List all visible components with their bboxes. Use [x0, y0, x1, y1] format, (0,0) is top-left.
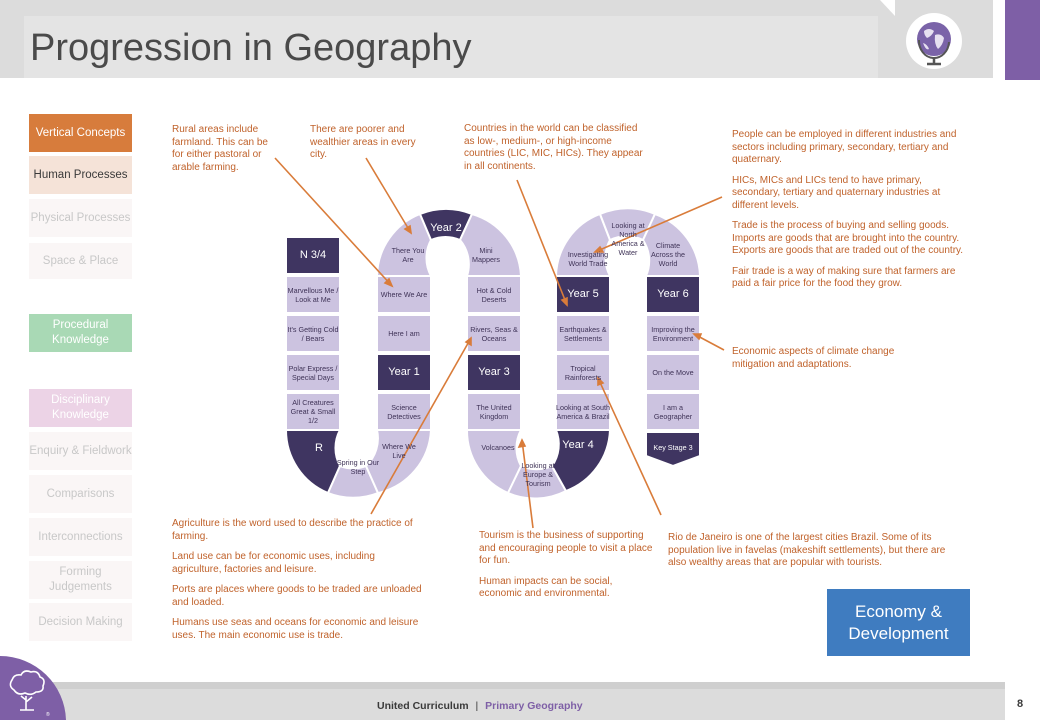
- tile-on-the-move[interactable]: On the Move: [652, 368, 694, 377]
- tile-europe-tourism[interactable]: Looking at Europe & Tourism: [521, 461, 555, 488]
- note-tourism: Tourism is the business of supporting and encouraging people to visit a place for fun.: [479, 530, 653, 566]
- sidebar-item-space-place[interactable]: Space & Place: [29, 243, 132, 279]
- tile-south-america[interactable]: Looking at South America & Brazil: [556, 402, 610, 421]
- svg-text:®: ®: [46, 712, 50, 718]
- tile-earthquakes[interactable]: Earthquakes & Settlements: [559, 324, 607, 343]
- tile-all-creatures[interactable]: All Creatures Great & Small 1/2: [290, 398, 336, 425]
- tile-spring-in-our-step[interactable]: Spring in Our Step: [336, 458, 380, 476]
- tile-science-detectives[interactable]: Science Detectives: [387, 402, 421, 421]
- note-hics-mics-lics: HICs, MICs and LICs tend to have primary, secondary, tertiary and quaternary industries at different levels.: [732, 174, 941, 211]
- tile-where-we-live[interactable]: Where We Live: [382, 442, 416, 460]
- notes-right-column: [732, 129, 972, 291]
- tile-climate-across-world[interactable]: Climate Across the World: [651, 241, 685, 268]
- tile-year-5[interactable]: Year 5: [567, 288, 599, 300]
- tree-logo-icon: [0, 656, 68, 720]
- sidebar-item-interconnections[interactable]: Interconnections: [29, 518, 132, 556]
- sidebar-item-procedural-knowledge[interactable]: Procedural Knowledge: [29, 314, 132, 352]
- tile-polar-express[interactable]: Polar Express / Special Days: [288, 363, 338, 382]
- notes-tourism: [479, 530, 655, 601]
- tile-improving-environment[interactable]: Improving the Environment: [651, 324, 695, 343]
- note-climate-change: Economic aspects of climate change mitigation and adaptations.: [732, 346, 895, 370]
- note-ports: Ports are places where goods to be traded are unloaded and loaded.: [172, 584, 422, 608]
- sidebar-item-vertical-concepts[interactable]: Vertical Concepts: [29, 114, 132, 152]
- note-employment-sectors: People can be employed in different industries and sectors including primary, secondary, tertiary and quaternary.: [732, 129, 957, 165]
- note-seas-oceans: Humans use seas and oceans for economic and leisure uses. The main economic use is trade.: [172, 617, 419, 641]
- sidebar-item-human-processes[interactable]: Human Processes: [29, 156, 132, 194]
- sidebar-item-disciplinary-knowledge[interactable]: Disciplinary Knowledge: [29, 389, 132, 427]
- footer-subject: Primary Geography: [485, 700, 583, 712]
- tile-united-kingdom[interactable]: The United Kingdom: [476, 402, 512, 421]
- notes-agriculture: [172, 518, 427, 642]
- tile-volcanoes[interactable]: Volcanoes: [481, 443, 515, 452]
- sidebar-item-decision-making[interactable]: Decision Making: [29, 603, 132, 641]
- tile-year-3[interactable]: Year 3: [478, 366, 510, 378]
- note-countries-income: Countries in the world can be classified as low-, medium-, or high-income countries (LIC, MIC, HICs). They appear in all continents.: [464, 123, 643, 172]
- tile-world-trade[interactable]: Investigating World Trade: [567, 250, 609, 268]
- note-poorer-areas: There are poorer and wealthier areas in every city.: [310, 124, 416, 160]
- tile-i-am-geographer[interactable]: I am a Geographer: [653, 402, 693, 421]
- note-rio-de-janeiro: Rio de Janeiro is one of the largest cities Brazil. Some of its population live in favelas (makeshift settlements), but there are also wealthy areas that are popular with tourists.: [668, 532, 946, 568]
- note-trade: Trade is the process of buying and selling goods. Imports are goods that are brought into the country. Exports are goods that are traded out of the country.: [732, 220, 964, 256]
- sidebar-item-enquiry-fieldwork[interactable]: Enquiry & Fieldwork: [29, 432, 132, 470]
- tile-marvellous-me[interactable]: Marvellous Me / Look at Me: [287, 285, 339, 304]
- tile-year-2[interactable]: Year 2: [430, 222, 462, 234]
- sidebar-item-forming-judgements[interactable]: Forming Judgements: [29, 561, 132, 599]
- sidebar-item-physical-processes[interactable]: Physical Processes: [29, 199, 132, 237]
- tile-there-you-are[interactable]: There You Are: [391, 246, 425, 264]
- note-rural-areas: Rural areas include farmland. This can be for either pastoral or arable farming.: [172, 124, 268, 173]
- tile-year-6[interactable]: Year 6: [657, 288, 689, 300]
- tile-key-stage-3[interactable]: Key Stage 3: [653, 442, 693, 452]
- page-title: Progression in Geography: [30, 27, 472, 69]
- note-land-use: Land use can be for economic uses, including agriculture, factories and leisure.: [172, 551, 375, 575]
- tile-hot-cold-deserts[interactable]: Hot & Cold Deserts: [476, 285, 512, 304]
- page-number: 8: [1017, 698, 1024, 710]
- tile-north-america[interactable]: Looking at North America & Water: [611, 221, 645, 257]
- tile-reception[interactable]: R: [315, 442, 323, 454]
- tile-getting-cold[interactable]: It's Getting Cold / Bears: [287, 324, 339, 343]
- footer-branding: [377, 699, 583, 713]
- note-fair-trade: Fair trade is a way of making sure that farmers are paid a fair price for the food they grow.: [732, 265, 956, 289]
- tile-rivers-seas-oceans[interactable]: Rivers, Seas & Oceans: [470, 324, 518, 343]
- economy-development-badge: Economy & Development: [827, 589, 970, 656]
- note-agriculture: Agriculture is the word used to describe the practice of farming.: [172, 518, 413, 542]
- sidebar-item-comparisons[interactable]: Comparisons: [29, 475, 132, 513]
- tile-where-we-are[interactable]: Where We Are: [380, 290, 428, 299]
- tile-n34[interactable]: N 3/4: [299, 249, 327, 261]
- tile-year-1[interactable]: Year 1: [388, 366, 420, 378]
- footer-separator: |: [475, 700, 479, 712]
- footer-curriculum-name: United Curriculum: [377, 700, 469, 712]
- tile-mini-mappers[interactable]: Mini Mappers: [472, 246, 500, 264]
- footer-divider: [0, 682, 1005, 689]
- tile-here-i-am[interactable]: Here I am: [388, 329, 420, 338]
- note-human-impacts: Human impacts can be social, economic and environmental.: [479, 575, 613, 599]
- tile-year-4[interactable]: Year 4: [562, 439, 594, 451]
- tile-tropical-rainforests[interactable]: Tropical Rainforests: [564, 363, 602, 382]
